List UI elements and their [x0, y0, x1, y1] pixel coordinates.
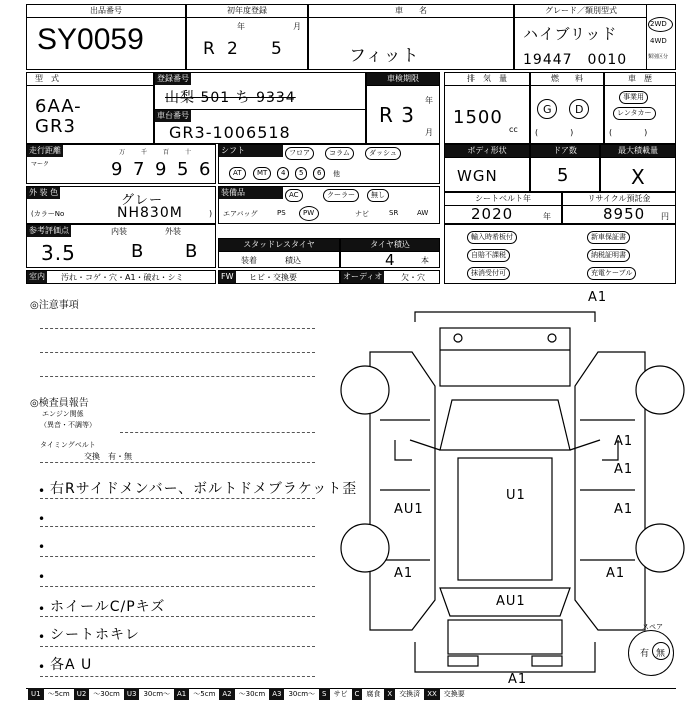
note-line — [40, 376, 315, 377]
capacity-value: X — [631, 165, 646, 189]
grade-header: グレード／類別型式 — [515, 5, 647, 18]
year-label: 年 — [237, 22, 245, 31]
seatbelt-header: シートベルト年 — [445, 193, 561, 206]
legend — [28, 688, 469, 700]
inspection-box — [366, 72, 440, 144]
interior-score: B — [131, 241, 145, 262]
legend-value: 腐食 — [366, 690, 381, 698]
trunk — [448, 620, 562, 654]
mileage-mark: マーク — [31, 161, 50, 168]
wheel-front-left — [341, 366, 389, 414]
reg-no-header: 登録番号 — [157, 74, 189, 83]
color-box — [26, 186, 216, 224]
timing-label: タイミングベルト — [40, 441, 96, 449]
mirror-left — [395, 440, 412, 460]
katashiki-box — [26, 72, 154, 144]
doc-warranty: 新車保証書 — [587, 231, 630, 244]
scores-box — [26, 224, 216, 268]
shift-5: 5 — [295, 167, 307, 180]
tires-box — [340, 238, 440, 268]
lot-number: SY0059 — [37, 23, 144, 56]
capacity-header: 最大積載量 — [601, 145, 675, 158]
doc-import-plate: 輸入時希板付 — [467, 231, 517, 244]
audio-items: 欠・穴 — [401, 273, 425, 282]
legend-value: 交換要 — [443, 690, 465, 698]
exterior-score: B — [185, 241, 199, 262]
headlight-left — [454, 334, 462, 342]
fuel-g: G — [543, 103, 552, 116]
unit-juu: 十 — [185, 149, 192, 156]
inspector-title: ◎検査員報告 — [30, 398, 89, 409]
grade-box — [514, 4, 676, 70]
recycle-unit: 円 — [661, 212, 669, 221]
report-line-7: 各A U — [50, 657, 93, 673]
digit-5: 6 — [199, 159, 212, 180]
lot-box — [26, 4, 186, 70]
legend-value: ～5cm — [47, 690, 70, 698]
doors-header: ドア数 — [531, 145, 599, 158]
interior-label: 内装 — [111, 227, 127, 236]
spare-yes: 有 — [640, 649, 650, 659]
legend-value: 30cm～ — [288, 690, 316, 698]
scores-header: 参考評価点 — [29, 226, 69, 235]
mark-right-rear-fender: A1 — [606, 566, 626, 581]
history-header: 車 歴 — [605, 73, 675, 86]
report-line-6: シートホキレ — [50, 627, 140, 643]
equip-ps: PS — [277, 209, 286, 217]
report-rule — [40, 676, 315, 677]
fw-items: ヒビ・交換要 — [249, 273, 297, 282]
color-code: NH830M — [117, 205, 183, 221]
recycle-header: リサイクル預託金 — [563, 193, 675, 206]
car-name-value: フィット — [349, 46, 420, 66]
shift-dash: ダッシュ — [365, 147, 401, 160]
model-code: 19447 0010 — [523, 52, 628, 68]
audio-label: オーディオ — [343, 272, 383, 281]
bullet: • — [38, 602, 46, 616]
mark-trunk: AU1 — [496, 594, 526, 609]
mark-front-bumper: A1 — [588, 290, 608, 305]
front-bumper — [415, 312, 595, 322]
legend-key: A2 — [219, 688, 234, 700]
color-value: グレー — [121, 193, 164, 208]
insp-year-label: 年 — [425, 96, 433, 105]
doors-box — [530, 144, 600, 192]
hood — [440, 328, 570, 386]
body-type-header: ボディ形状 — [445, 145, 529, 158]
unit-man: 万 — [119, 149, 126, 156]
reg-era: R — [203, 39, 216, 59]
mark-left-rear-fender: A1 — [394, 566, 414, 581]
tail-right — [532, 656, 562, 666]
tires-value: 4 — [385, 251, 396, 269]
history-business: 事業用 — [619, 91, 648, 104]
overall-score: 3.5 — [41, 241, 76, 265]
report-rule — [40, 646, 315, 647]
tires-unit: 本 — [421, 256, 429, 265]
insp-month-label: 月 — [425, 128, 433, 137]
legend-value: サビ — [333, 690, 348, 698]
doc-liability: 自賠不課税 — [467, 249, 510, 262]
equip-aw: AW — [417, 209, 429, 217]
engine-label: エンジン関係 — [42, 410, 84, 418]
history-box — [604, 72, 676, 144]
reg-month-value: 5 — [271, 39, 283, 59]
bullet: • — [38, 512, 46, 526]
exterior-label: 外装 — [165, 227, 181, 236]
bullet: • — [38, 570, 46, 584]
chassis-value: GR3-1006518 — [169, 123, 291, 142]
wheel-rear-right — [636, 524, 684, 572]
timing-line — [40, 462, 315, 463]
car-name-box — [308, 4, 514, 70]
legend-value: ～30cm — [93, 690, 120, 698]
windshield — [440, 400, 570, 450]
displacement-header: 排 気 量 — [445, 73, 529, 86]
body-type-box — [444, 144, 530, 192]
mark-left-front-door: AU1 — [394, 502, 424, 517]
mileage-header: 走行距離 — [29, 146, 61, 155]
doors-value: 5 — [557, 165, 570, 186]
reg-year-value: 2 — [227, 39, 239, 59]
digit-2: 7 — [133, 159, 146, 180]
legend-key: XX — [424, 688, 440, 700]
engine-line — [120, 432, 315, 433]
inspection-header: 車検期限 — [367, 73, 439, 86]
drive-2wd: 2WD — [650, 20, 667, 28]
note-line — [40, 328, 315, 329]
month-label: 月 — [293, 22, 301, 31]
report-rule — [40, 586, 315, 587]
doc-charger: 充電ケーブル — [587, 267, 636, 280]
registration-box — [154, 72, 366, 144]
digit-1: 9 — [111, 159, 124, 180]
spare-no: 無 — [656, 649, 666, 659]
spare-label: スペア — [642, 623, 663, 631]
audio-box — [340, 270, 440, 284]
tail-left — [448, 656, 478, 666]
report-line-5: ホイールC/Pキズ — [50, 599, 166, 615]
fw-box — [218, 270, 340, 284]
legend-key: S — [319, 688, 329, 700]
fw-label: FW — [221, 272, 234, 281]
displacement-unit: cc — [509, 125, 518, 134]
legend-value: ～5cm — [193, 690, 216, 698]
unit-sen: 千 — [141, 149, 148, 156]
legend-value: ～30cm — [238, 690, 266, 698]
reg-year-box — [186, 4, 308, 70]
legend-key: U1 — [28, 688, 44, 700]
displacement-box — [444, 72, 530, 144]
report-rule — [40, 526, 315, 527]
fuel-d-circle — [569, 99, 589, 119]
report-line-1: 右Rサイドメンバー、ボルトドメブラケット歪 — [50, 481, 358, 497]
bullet: • — [38, 484, 46, 498]
drive-2wd-circle — [648, 17, 673, 32]
drive-column — [646, 5, 675, 69]
headlight-right — [548, 334, 556, 342]
drive-4wd: 4WD — [650, 37, 667, 45]
equip-airbag: エアバッグ — [223, 210, 258, 218]
reg-year-header: 初年度登録 — [187, 5, 307, 18]
equip-pw: PW — [303, 209, 315, 217]
displacement-value: 1500 — [453, 107, 503, 128]
doc-tax: 納税証明書 — [587, 249, 630, 262]
equipment-box — [218, 186, 440, 224]
report-rule — [40, 616, 315, 617]
unit-hyaku: 百 — [163, 149, 170, 156]
studless-header: スタッドレスタイヤ — [219, 239, 339, 252]
shift-floor: フロア — [285, 147, 314, 160]
bullet: • — [38, 660, 46, 674]
equip-sr: SR — [389, 209, 399, 217]
mark-right-front-fender: A1 — [614, 434, 634, 449]
studless-loaded: 積込 — [285, 256, 301, 265]
mark-right-rear-door: A1 — [614, 502, 634, 517]
inspection-value: R 3 — [379, 103, 415, 127]
digit-3: 9 — [155, 159, 168, 180]
interior-notes-items: 汚れ・コゲ・穴・A1・破れ・シミ — [61, 273, 184, 282]
mark-right-front-door: A1 — [614, 462, 634, 477]
equip-none: 無し — [367, 189, 389, 202]
notes-title: ◎注意事項 — [30, 300, 79, 311]
shift-header: シフト — [219, 145, 283, 157]
roof — [458, 458, 552, 580]
interior-notes-box — [26, 270, 216, 284]
shift-mt: MT — [253, 167, 271, 180]
legend-value: 30cm～ — [143, 690, 171, 698]
shift-4: 4 — [277, 167, 289, 180]
fuel-d: D — [575, 103, 584, 116]
report-rule — [40, 556, 315, 557]
body-type-value: WGN — [457, 167, 498, 185]
color-code-close: ) — [209, 209, 213, 218]
docs-box — [444, 224, 676, 284]
right-side — [575, 352, 645, 630]
drive-class: 類別区分 — [648, 54, 669, 60]
doc-cancel: 抹消受付可 — [467, 267, 510, 280]
shift-other: 他 — [333, 170, 340, 178]
shift-box — [218, 144, 440, 184]
legend-key: A1 — [174, 688, 189, 700]
color-header: 外 装 色 — [29, 188, 59, 197]
mileage-box — [26, 144, 216, 184]
legend-value: 交換済 — [399, 690, 421, 698]
digit-4: 5 — [177, 159, 190, 180]
shift-at: AT — [229, 167, 246, 180]
rear-bumper — [415, 642, 595, 672]
recycle-value: 8950 — [603, 205, 646, 223]
reg-no-value: 山梨 501 ち 9334 — [165, 90, 296, 106]
katashiki-value: 6AA-GR3 — [35, 96, 82, 137]
fuel-paren: ( ) — [535, 128, 574, 137]
seatbelt-unit: 年 — [543, 212, 551, 221]
equipment-header: 装備品 — [219, 187, 283, 199]
lot-header: 出品番号 — [27, 5, 185, 18]
katashiki-header: 型 式 — [27, 73, 153, 86]
equip-cooler: クーラー — [323, 189, 359, 202]
wheel-front-right — [636, 366, 684, 414]
shift-column: コラム — [325, 147, 354, 160]
legend-key: U3 — [124, 688, 140, 700]
history-rental: レンタカー — [613, 107, 656, 120]
fuel-g-circle — [537, 99, 557, 119]
car-name-header: 車 名 — [309, 5, 513, 18]
engine-sub: （異音・不調等） — [40, 421, 96, 429]
equip-navi: ナビ — [355, 210, 369, 218]
report-rule — [40, 498, 315, 499]
bullet: • — [38, 540, 46, 554]
recycle-box — [562, 192, 676, 224]
history-paren: ( ) — [609, 128, 648, 137]
fuel-box — [530, 72, 604, 144]
mark-rear-bumper: A1 — [508, 672, 528, 687]
legend-key: X — [384, 688, 395, 700]
fuel-header: 燃 料 — [531, 73, 603, 86]
pw-circle — [299, 206, 319, 221]
equip-ac: AC — [285, 189, 303, 202]
mark-roof: U1 — [506, 488, 526, 503]
wheel-rear-left — [341, 524, 389, 572]
timing-sub: 交換 有・無 — [84, 452, 132, 461]
spare-no-circle — [652, 642, 670, 660]
chassis-header: 車台番号 — [157, 111, 189, 120]
note-line — [40, 352, 315, 353]
seatbelt-box — [444, 192, 562, 224]
shift-6: 6 — [313, 167, 325, 180]
legend-key: U2 — [74, 688, 90, 700]
legend-key: C — [352, 688, 363, 700]
color-code-label: (カラーNo — [31, 210, 65, 218]
legend-key: A3 — [269, 688, 284, 700]
interior-notes-label: 室内 — [29, 272, 45, 281]
bullet: • — [38, 630, 46, 644]
tires-header: タイヤ積込 — [341, 239, 439, 252]
studless-mounted: 装着 — [241, 256, 257, 265]
capacity-box — [600, 144, 676, 192]
studless-box — [218, 238, 340, 268]
seatbelt-value: 2020 — [471, 205, 514, 223]
grade-value: ハイブリッド — [523, 25, 618, 43]
